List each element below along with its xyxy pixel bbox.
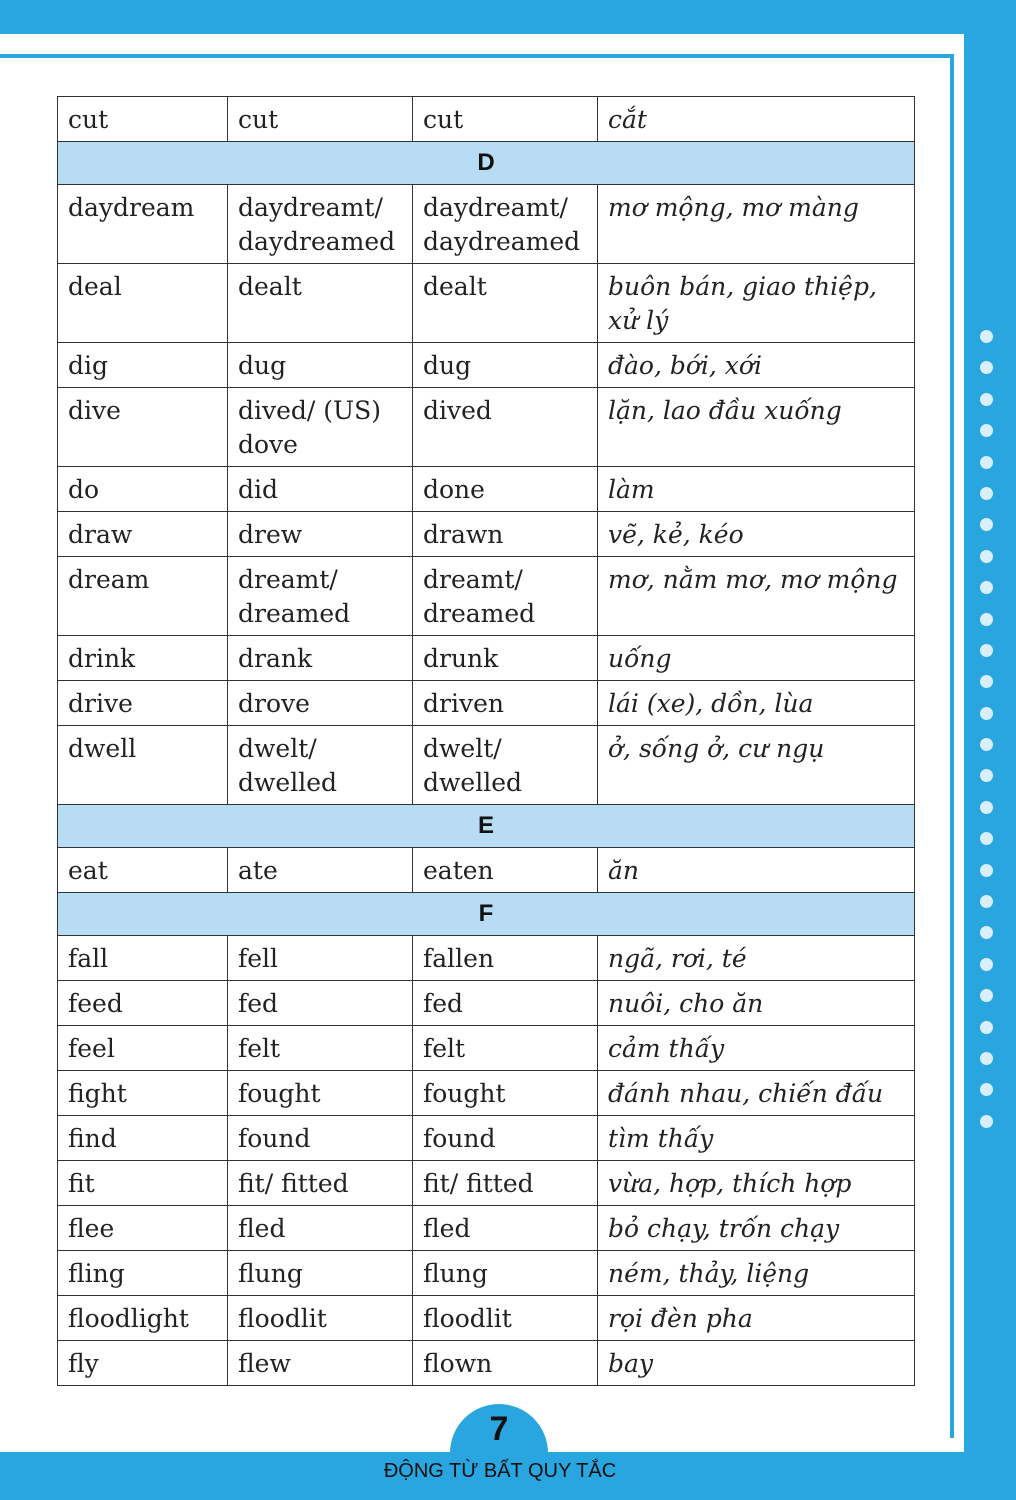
- past-simple-cell: fought: [228, 1071, 413, 1116]
- table-row: [58, 681, 915, 726]
- past-simple-cell: fed: [228, 981, 413, 1026]
- meaning-cell: mơ, nằm mơ, mơ mộng: [598, 557, 915, 636]
- past-simple-cell: dreamt/ dreamed: [228, 557, 413, 636]
- past-participle-cell: floodlit: [413, 1296, 598, 1341]
- meaning-cell: uống: [598, 636, 915, 681]
- base-form-cell: fight: [58, 1071, 228, 1116]
- meaning-cell: lặn, lao đầu xuống: [598, 388, 915, 467]
- section-row: [58, 805, 915, 848]
- past-simple-cell: floodlit: [228, 1296, 413, 1341]
- table-row: [58, 557, 915, 636]
- dot: [980, 769, 993, 782]
- meaning-cell: ném, thảy, liệng: [598, 1251, 915, 1296]
- base-form-cell: deal: [58, 264, 228, 343]
- meaning-cell: ngã, rơi, té: [598, 936, 915, 981]
- dot: [980, 613, 993, 626]
- past-participle-cell: dealt: [413, 264, 598, 343]
- table-row: [58, 1251, 915, 1296]
- table-row: [58, 388, 915, 467]
- meaning-cell: vừa, hợp, thích hợp: [598, 1161, 915, 1206]
- base-form-cell: dive: [58, 388, 228, 467]
- dot: [980, 1115, 993, 1128]
- table-row: [58, 1161, 915, 1206]
- base-form-cell: flee: [58, 1206, 228, 1251]
- past-participle-cell: driven: [413, 681, 598, 726]
- dot: [980, 895, 993, 908]
- table-row: [58, 467, 915, 512]
- table-row: [58, 981, 915, 1026]
- base-form-cell: dwell: [58, 726, 228, 805]
- meaning-cell: đánh nhau, chiến đấu: [598, 1071, 915, 1116]
- dot: [980, 738, 993, 751]
- meaning-cell: làm: [598, 467, 915, 512]
- base-form-cell: draw: [58, 512, 228, 557]
- dot: [980, 801, 993, 814]
- dot: [980, 644, 993, 657]
- page-number: 7: [489, 1410, 509, 1448]
- table-row: [58, 1071, 915, 1116]
- base-form-cell: eat: [58, 848, 228, 893]
- past-participle-cell: fit/ fitted: [413, 1161, 598, 1206]
- past-participle-cell: flung: [413, 1251, 598, 1296]
- meaning-cell: nuôi, cho ăn: [598, 981, 915, 1026]
- meaning-cell: đào, bới, xới: [598, 343, 915, 388]
- table-row: [58, 1116, 915, 1161]
- table-row: [58, 848, 915, 893]
- meaning-cell: cắt: [598, 97, 915, 142]
- past-participle-cell: fought: [413, 1071, 598, 1116]
- base-form-cell: fly: [58, 1341, 228, 1386]
- base-form-cell: feel: [58, 1026, 228, 1071]
- past-participle-cell: fled: [413, 1206, 598, 1251]
- past-simple-cell: did: [228, 467, 413, 512]
- past-simple-cell: fit/ fitted: [228, 1161, 413, 1206]
- dot: [980, 518, 993, 531]
- past-simple-cell: found: [228, 1116, 413, 1161]
- dot: [980, 1021, 993, 1034]
- base-form-cell: fall: [58, 936, 228, 981]
- meaning-cell: mơ mộng, mơ màng: [598, 185, 915, 264]
- table-row: [58, 1026, 915, 1071]
- table-row: [58, 1206, 915, 1251]
- dot: [980, 487, 993, 500]
- dot: [980, 456, 993, 469]
- base-form-cell: fit: [58, 1161, 228, 1206]
- dot: [980, 361, 993, 374]
- past-simple-cell: cut: [228, 97, 413, 142]
- meaning-cell: vẽ, kẻ, kéo: [598, 512, 915, 557]
- meaning-cell: buôn bán, giao thiệp, xử lý: [598, 264, 915, 343]
- past-participle-cell: daydreamt/ daydreamed: [413, 185, 598, 264]
- past-simple-cell: drew: [228, 512, 413, 557]
- meaning-cell: ở, sống ở, cư ngụ: [598, 726, 915, 805]
- past-participle-cell: eaten: [413, 848, 598, 893]
- past-participle-cell: dwelt/ dwelled: [413, 726, 598, 805]
- past-simple-cell: dwelt/ dwelled: [228, 726, 413, 805]
- base-form-cell: dig: [58, 343, 228, 388]
- past-participle-cell: felt: [413, 1026, 598, 1071]
- meaning-cell: bay: [598, 1341, 915, 1386]
- past-simple-cell: drove: [228, 681, 413, 726]
- section-row: [58, 893, 915, 936]
- table-row: [58, 264, 915, 343]
- past-participle-cell: flown: [413, 1341, 598, 1386]
- past-simple-cell: flung: [228, 1251, 413, 1296]
- past-simple-cell: dug: [228, 343, 413, 388]
- irregular-verbs-table: [57, 96, 915, 1386]
- dot: [980, 1052, 993, 1065]
- table-row: [58, 936, 915, 981]
- base-form-cell: fling: [58, 1251, 228, 1296]
- dot: [980, 393, 993, 406]
- base-form-cell: dream: [58, 557, 228, 636]
- table-row: [58, 343, 915, 388]
- past-simple-cell: ate: [228, 848, 413, 893]
- base-form-cell: drive: [58, 681, 228, 726]
- dot: [980, 581, 993, 594]
- section-letter: E: [58, 805, 915, 848]
- dot: [980, 1083, 993, 1096]
- past-participle-cell: dreamt/ dreamed: [413, 557, 598, 636]
- past-simple-cell: dealt: [228, 264, 413, 343]
- meaning-cell: ăn: [598, 848, 915, 893]
- meaning-cell: tìm thấy: [598, 1116, 915, 1161]
- past-participle-cell: dived: [413, 388, 598, 467]
- book-title: ĐỘNG TỪ BẤT QUY TẮC: [383, 1460, 617, 1482]
- base-form-cell: daydream: [58, 185, 228, 264]
- past-participle-cell: drunk: [413, 636, 598, 681]
- past-simple-cell: fell: [228, 936, 413, 981]
- past-simple-cell: fled: [228, 1206, 413, 1251]
- meaning-cell: cảm thấy: [598, 1026, 915, 1071]
- past-simple-cell: drank: [228, 636, 413, 681]
- dot: [980, 550, 993, 563]
- table-row: [58, 185, 915, 264]
- dot: [980, 989, 993, 1002]
- base-form-cell: find: [58, 1116, 228, 1161]
- dot: [980, 958, 993, 971]
- past-participle-cell: dug: [413, 343, 598, 388]
- dot: [980, 926, 993, 939]
- dot: [980, 707, 993, 720]
- base-form-cell: floodlight: [58, 1296, 228, 1341]
- section-letter: D: [58, 142, 915, 185]
- dot: [980, 424, 993, 437]
- past-simple-cell: felt: [228, 1026, 413, 1071]
- section-row: [58, 142, 915, 185]
- dot: [980, 864, 993, 877]
- table-row: [58, 97, 915, 142]
- decorative-dots: [980, 330, 996, 1146]
- table-row: [58, 512, 915, 557]
- base-form-cell: cut: [58, 97, 228, 142]
- base-form-cell: drink: [58, 636, 228, 681]
- dot: [980, 832, 993, 845]
- table-row: [58, 636, 915, 681]
- dot: [980, 330, 993, 343]
- section-letter: F: [58, 893, 915, 936]
- dot: [980, 675, 993, 688]
- table-row: [58, 726, 915, 805]
- meaning-cell: rọi đèn pha: [598, 1296, 915, 1341]
- past-simple-cell: flew: [228, 1341, 413, 1386]
- past-participle-cell: drawn: [413, 512, 598, 557]
- meaning-cell: bỏ chạy, trốn chạy: [598, 1206, 915, 1251]
- past-participle-cell: cut: [413, 97, 598, 142]
- past-participle-cell: fallen: [413, 936, 598, 981]
- past-simple-cell: dived/ (US) dove: [228, 388, 413, 467]
- table-row: [58, 1341, 915, 1386]
- base-form-cell: feed: [58, 981, 228, 1026]
- past-simple-cell: daydreamt/ daydreamed: [228, 185, 413, 264]
- past-participle-cell: found: [413, 1116, 598, 1161]
- table-row: [58, 1296, 915, 1341]
- past-participle-cell: done: [413, 467, 598, 512]
- meaning-cell: lái (xe), dồn, lùa: [598, 681, 915, 726]
- past-participle-cell: fed: [413, 981, 598, 1026]
- base-form-cell: do: [58, 467, 228, 512]
